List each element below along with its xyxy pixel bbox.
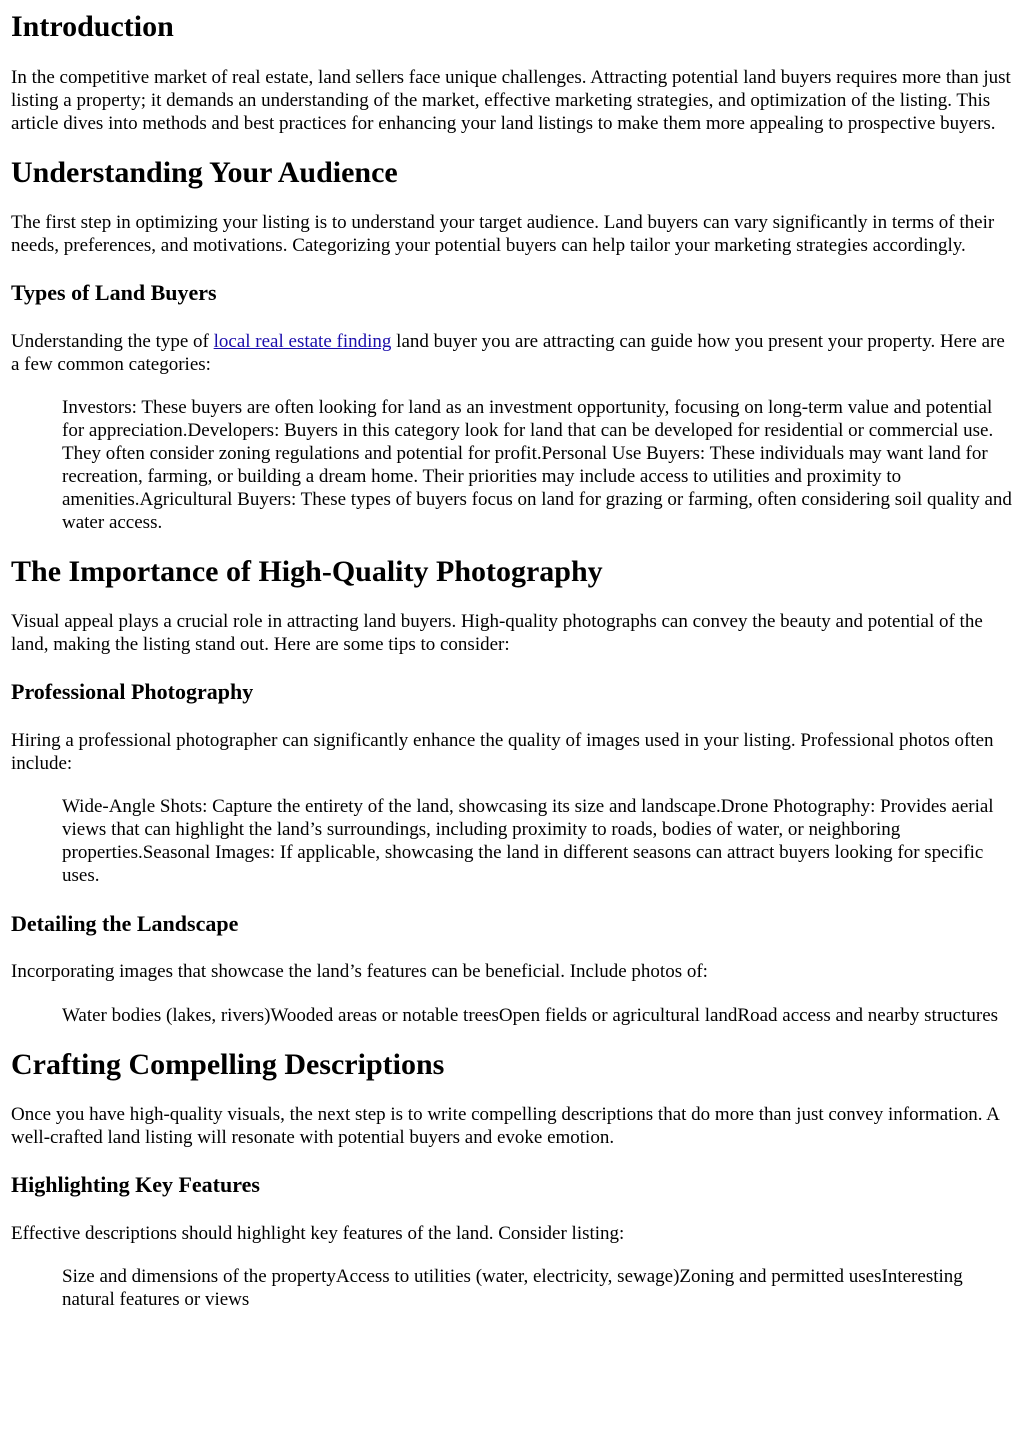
- article: [0, 10, 1024, 1311]
- paragraph-introduction: In the competitive market of real estate, land sellers face unique challenges. Attracting potential land buyers requires more than just listing a property; it demands an understanding of the market, effective marketing strategies, and optimization of the listing. This article dives into methods and best practices for enhancing your land listings to make them more appealing to prospective buyers.: [11, 67, 1011, 134]
- local-real-estate-finding-link[interactable]: local real estate finding: [213, 331, 392, 352]
- paragraph-professional-photography: Hiring a professional photographer can significantly enhance the quality of images used in your listing. Professional photos often include:: [11, 730, 994, 774]
- paragraph-types-of-land-buyers: [11, 330, 1014, 376]
- professional-photos-list: Wide-Angle Shots: Capture the entirety of the land, showcasing its size and landscape.Drone Photography: Provides aerial views that can highlight the land’s surroundings, including proximity to roads, bodies of water, or neighboring properties.Seasonal Images: If applicable, showcasing the land in different seasons can attract buyers looking for specific uses.: [62, 796, 994, 886]
- heading-detailing-landscape: Detailing the Landscape: [11, 911, 239, 936]
- heading-high-quality-photography: The Importance of High-Quality Photography: [11, 555, 603, 588]
- paragraph-highlighting-key-features: Effective descriptions should highlight key features of the land. Consider listing:: [11, 1223, 625, 1244]
- paragraph-compelling-descriptions: Once you have high-quality visuals, the next step is to write compelling descriptions that do more than just convey information. A well-crafted land listing will resonate with potential buyers and evoke emotion.: [11, 1104, 999, 1148]
- paragraph-text-after-link: land buyer you are attracting can guide how you present your property. Here are a few common categories:: [11, 331, 1005, 375]
- paragraph-text-before-link: Understanding the type of: [11, 331, 214, 352]
- heading-understanding-audience: Understanding Your Audience: [11, 156, 398, 189]
- landscape-photos-list: Water bodies (lakes, rivers)Wooded areas or notable treesOpen fields or agricultural landRoad access and nearby structures: [62, 1005, 999, 1026]
- heading-compelling-descriptions: Crafting Compelling Descriptions: [11, 1048, 445, 1081]
- key-features-list: Size and dimensions of the propertyAccess to utilities (water, electricity, sewage)Zoning and permitted usesInteresting natural features or views: [62, 1266, 963, 1310]
- heading-highlighting-key-features: Highlighting Key Features: [11, 1172, 260, 1197]
- heading-professional-photography: Professional Photography: [11, 679, 254, 704]
- heading-introduction: Introduction: [11, 10, 174, 43]
- heading-types-of-land-buyers: Types of Land Buyers: [11, 280, 217, 305]
- paragraph-detailing-landscape: Incorporating images that showcase the land’s features can be beneficial. Include photos of:: [11, 961, 708, 982]
- paragraph-understanding-audience: The first step in optimizing your listing is to understand your target audience. Land buyers can vary significantly in terms of their needs, preferences, and motivations. Categorizing your potential buyers can help tailor your marketing strategies accordingly.: [11, 212, 995, 256]
- buyer-categories-list: Investors: These buyers are often looking for land as an investment opportunity, focusing on long-term value and potential for appreciation.Developers: Buyers in this category look for land that can be developed for residential or commercial use. They often consider zoning regulations and potential for profit.Personal Use Buyers: These individuals may want land for recreation, farming, or building a dream home. Their priorities may include access to utilities and proximity to amenities.Agricultural Buyers: These types of buyers focus on land for grazing or farming, often considering soil quality and water access.: [62, 397, 1012, 533]
- paragraph-high-quality-photography: Visual appeal plays a crucial role in attracting land buyers. High-quality photographs can convey the beauty and potential of the land, making the listing stand out. Here are some tips to consider:: [11, 611, 983, 655]
